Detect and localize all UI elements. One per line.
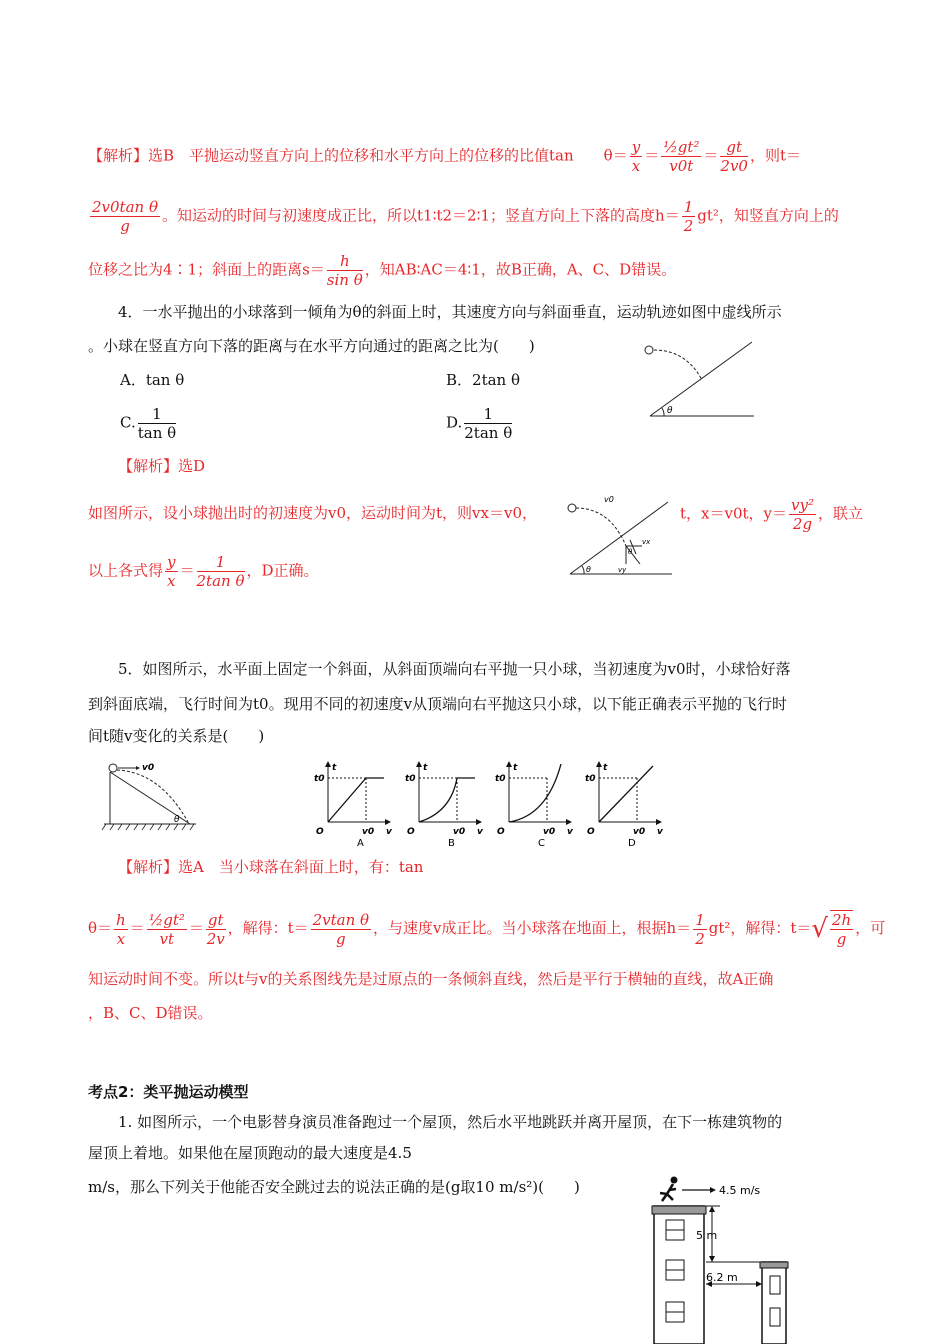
svg-text:vy: vy — [618, 566, 627, 574]
frac-2h-g: $\frac{2h}{g}$ — [831, 911, 852, 948]
frac-y-x: $\frac{y}{x}$ — [167, 553, 176, 590]
frac-vy2-2g: $\frac{\text{vy²}}{2g}$ — [791, 496, 814, 533]
sol4-line2: 以上各式得 $\frac{y}{x}$ ＝ $\frac{1}{\text{2tan θ}}$ ，D正确。 — [88, 553, 319, 590]
sec2-q1-line3: m/s，那么下列关于他能否安全跳过去的说法正确的是(g取10 m/s²)( ) — [88, 1178, 580, 1196]
frac-h-sin: $\frac{h}{\text{sin θ}}$ — [326, 252, 363, 289]
svg-text:v0: v0 — [604, 495, 614, 504]
t-v-curve — [419, 778, 475, 822]
section-title: 考点2：类平抛运动模型 — [88, 1083, 249, 1101]
svg-text:vx: vx — [642, 538, 651, 546]
svg-text:θ: θ — [586, 565, 591, 574]
q5-incline-figure — [100, 758, 200, 832]
q5-stem-1: 5．如图所示，水平面上固定一个斜面，从斜面顶端向右平抛一只小球，当初速度为v0时，小球恰好落 — [118, 660, 791, 678]
sec2-q1-line2: 屋顶上着地。如果他在屋顶跑动的最大速度是4.5 — [88, 1144, 412, 1162]
origin-label: O — [316, 827, 324, 837]
q5-stem-2: 到斜面底端，飞行时间为t0。现用不同的初速度v从顶端向右平抛这只小球，以下能正确表示平抛的飞行时 — [88, 695, 788, 713]
q4-option-c[interactable]: C. $\frac{1}{\text{tan θ}}$ — [120, 405, 177, 442]
origin-label: O — [587, 827, 595, 837]
t0-tick-label: t0 — [495, 774, 506, 784]
axis-t-label: t — [603, 763, 608, 773]
axis-v-label: v — [386, 827, 392, 837]
q4-option-a[interactable]: A．tan θ — [120, 371, 185, 389]
frac-1-2: $\frac{1}{2}$ — [695, 910, 705, 948]
graph-option-label: B — [448, 838, 455, 848]
q4-option-b[interactable]: B．2tan θ — [446, 371, 520, 389]
sec2-q1-line1: 1. 如图所示，一个电影替身演员准备跑过一个屋顶，然后水平地跳跃并离开屋顶，在下一栋建筑物的 — [118, 1113, 783, 1131]
rooftop-jump-figure — [640, 1176, 790, 1344]
frac-half-gt2-v0t: $\frac{\text{½gt²}}{v0t}$ — [663, 138, 700, 175]
q5-graph-d[interactable] — [585, 758, 665, 848]
axis-t-label: t — [423, 763, 428, 773]
v0-tick-label: v0 — [453, 827, 466, 837]
q5-graph-a[interactable] — [314, 758, 394, 848]
t0-tick-label: t0 — [585, 774, 596, 784]
sol5-line1: θ＝ $\frac{h}{x}$ ＝ $\frac{\text{½gt²}}{vt}$ ＝ $\frac{gt}{2v}$ ，解得：t＝ $\frac{\text{2vtan θ}}{g}$ ，与速度v成正比。当小球落在地面上，根据h＝ $\frac{1}{2}$ gt²，解得：t＝√ $\frac{2h}{g}$ ，可 — [88, 910, 886, 948]
origin-label: O — [497, 827, 505, 837]
svg-text:4.5 m/s: 4.5 m/s — [719, 1184, 761, 1197]
q4-incline-figure — [640, 338, 760, 420]
runner-icon — [660, 1177, 678, 1202]
svg-text:θ: θ — [667, 406, 673, 416]
sol4-line1b: t，x＝v0t，y＝ $\frac{\text{vy²}}{2g}$ ，联立 — [680, 496, 863, 533]
q5-graph-b[interactable] — [405, 758, 485, 848]
axis-v-label: v — [477, 827, 483, 837]
axis-v-label: v — [567, 827, 573, 837]
sol4-head: 【解析】选D — [118, 457, 206, 475]
svg-text:v0: v0 — [142, 763, 155, 773]
sol3-line2: $\frac{\text{2v0tan θ}}{g}$ 。知运动的时间与初速度成正比，所以t1∶t2＝2∶1；竖直方向上下落的高度h＝ $\frac{1}{2}$ gt²，知竖直方向上的 — [92, 198, 839, 235]
frac-gt-2v: $\frac{gt}{2v}$ — [206, 910, 225, 948]
frac-2v0tan-g: $\frac{\text{2v0tan θ}}{g}$ — [92, 198, 158, 235]
q5-graph-c[interactable] — [495, 758, 575, 848]
q5-stem-3: 间t随v变化的关系是( ) — [88, 727, 265, 745]
axis-t-label: t — [332, 763, 337, 773]
sol3-line1: 【解析】选B 平抛运动竖直方向上的位移和水平方向上的位移的比值tan θ＝ $\frac{y}{x}$ ＝ $\frac{\text{½gt²}}{v0t}$ ＝ $\frac{gt}{2v0}$ ，则t＝ — [88, 138, 801, 175]
sol5-line2: 知运动时间不变。所以t与v的关系图线先是过原点的一条倾斜直线，然后是平行于横轴的直线，故A正确 — [88, 970, 774, 988]
t0-tick-label: t0 — [405, 774, 416, 784]
sol4-line1a: 如图所示，设小球抛出时的初速度为v0，运动时间为t，则vx＝v0， — [88, 504, 537, 522]
v0-tick-label: v0 — [362, 827, 375, 837]
svg-text:5 m: 5 m — [696, 1229, 718, 1242]
svg-text:θ: θ — [628, 548, 633, 556]
t-v-curve — [328, 778, 384, 822]
graph-option-label: D — [628, 838, 636, 848]
svg-text:6.2 m: 6.2 m — [706, 1271, 738, 1284]
origin-label: O — [407, 827, 415, 837]
v0-tick-label: v0 — [543, 827, 556, 837]
sol5-head: 【解析】选A 当小球落在斜面上时，有：tan — [118, 858, 424, 876]
frac-y-x: $\frac{y}{x}$ — [631, 138, 641, 175]
sol4-velocity-figure — [564, 492, 676, 578]
svg-text:θ: θ — [174, 815, 180, 825]
frac-gt-2v0: $\frac{gt}{2v0}$ — [720, 138, 748, 175]
frac-1-2: $\frac{1}{2}$ — [683, 198, 694, 235]
t-v-curve — [599, 766, 653, 822]
graph-option-label: A — [357, 838, 364, 848]
q4-stem-1: 4．一水平抛出的小球落到一倾角为θ的斜面上时，其速度方向与斜面垂直，运动轨迹如图中虚线所示 — [118, 303, 782, 321]
frac-1-2tan: $\frac{1}{\text{2tan θ}}$ — [196, 553, 245, 590]
t0-tick-label: t0 — [314, 774, 325, 784]
frac-half-gt2-vt: $\frac{\text{½gt²}}{vt}$ — [148, 910, 185, 948]
sol3-line3: 位移之比为4∶1；斜面上的距离s＝ $\frac{h}{\text{sin θ}}$ ，知AB∶AC＝4∶1，故B正确，A、C、D错误。 — [88, 252, 677, 289]
sqrt-sign: √ — [811, 914, 828, 944]
axis-v-label: v — [657, 827, 663, 837]
frac-2vtan-g: $\frac{\text{2vtan θ}}{g}$ — [312, 910, 370, 948]
v0-tick-label: v0 — [633, 827, 646, 837]
q4-stem-2: 。小球在竖直方向下落的距离与在水平方向通过的距离之比为( ) — [88, 337, 535, 355]
frac-h-x: $\frac{h}{x}$ — [116, 910, 126, 948]
graph-option-label: C — [538, 838, 545, 848]
q4-option-d[interactable]: D. $\frac{1}{\text{2tan θ}}$ — [446, 405, 513, 442]
sol5-line3: ，B、C、D错误。 — [88, 1004, 213, 1022]
axis-t-label: t — [513, 763, 518, 773]
